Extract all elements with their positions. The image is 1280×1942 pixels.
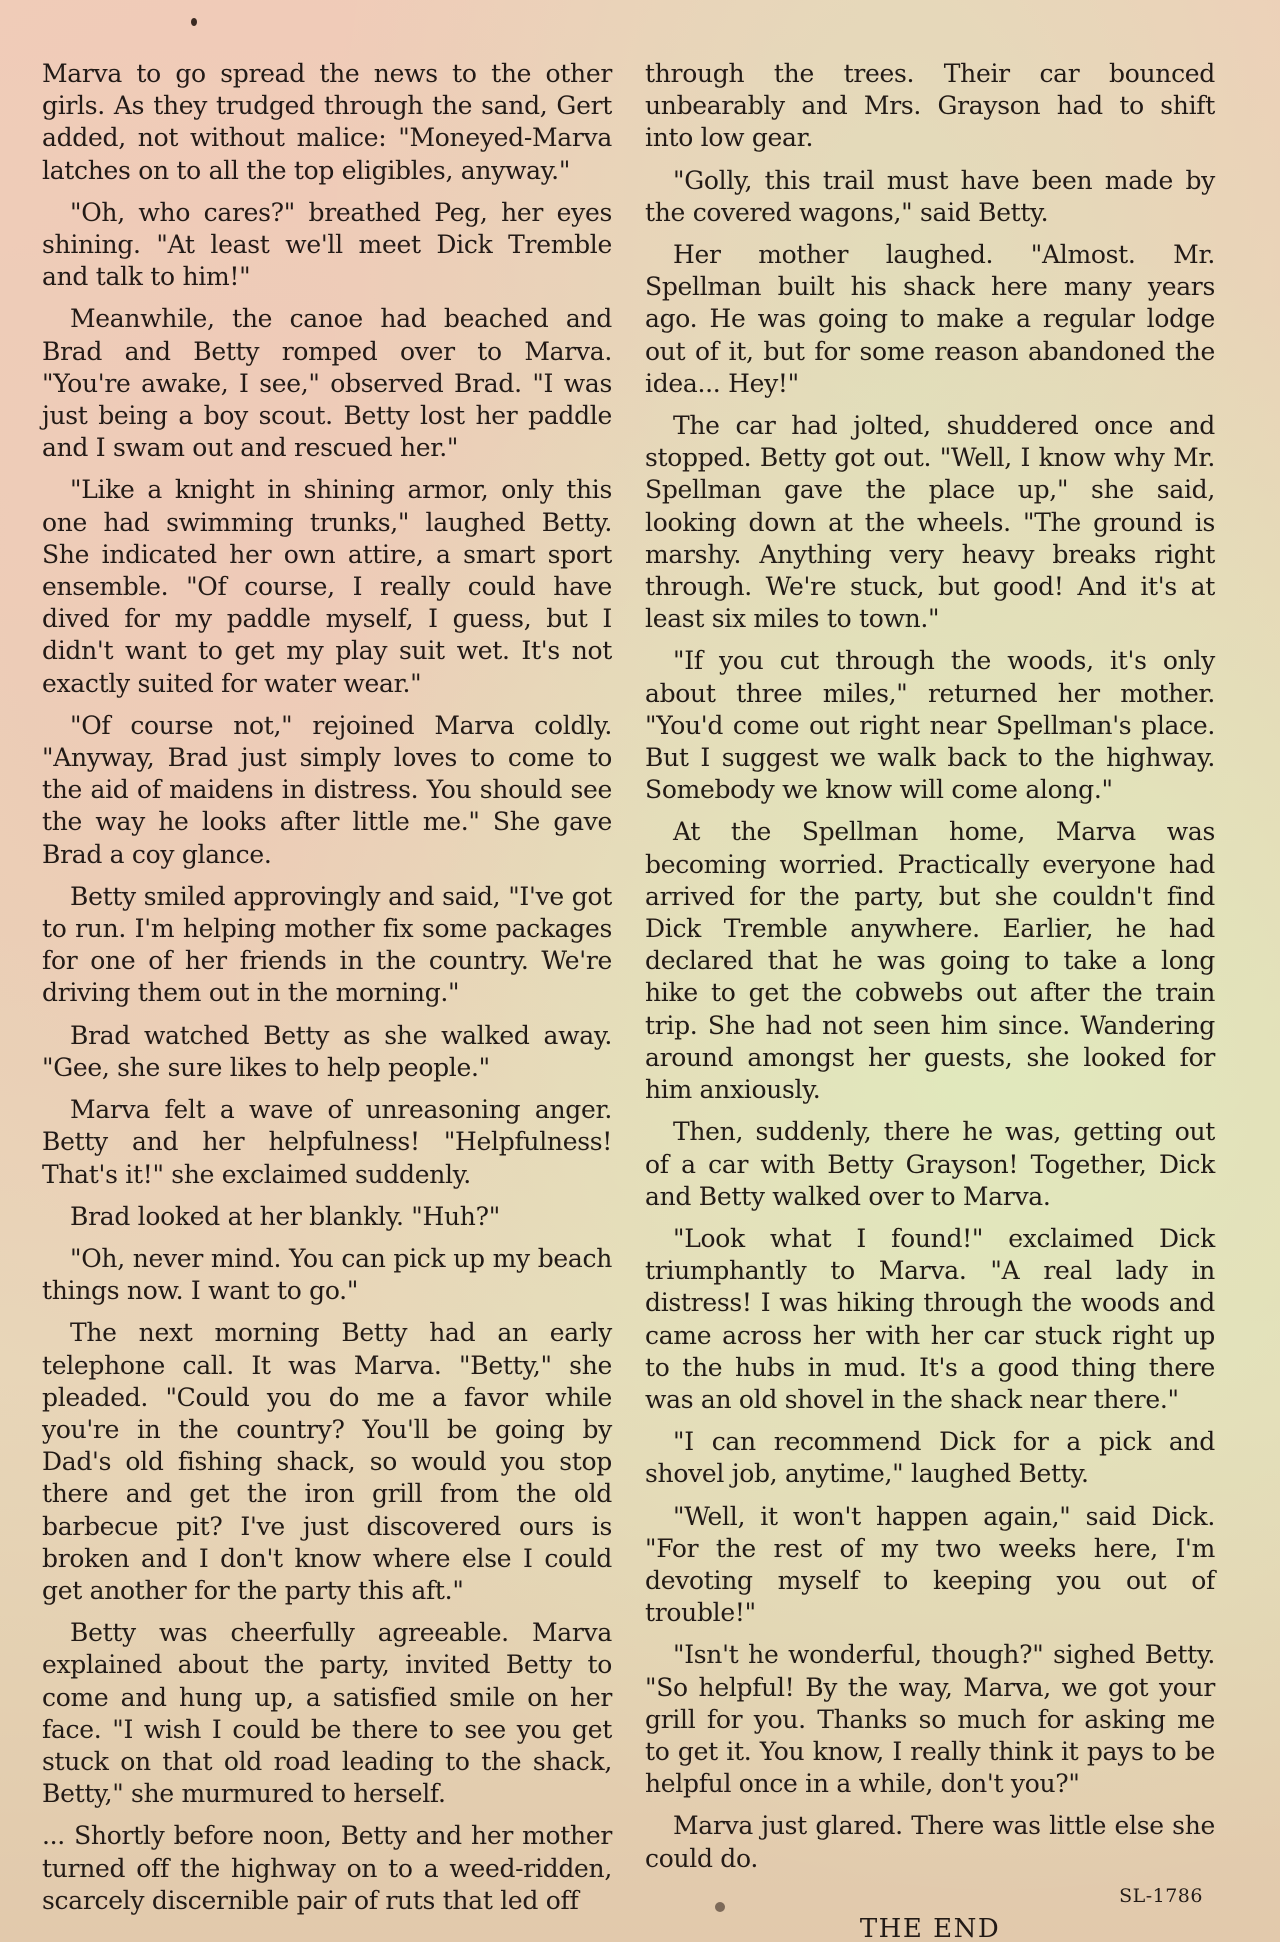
paragraph: "Isn't he wonderful, though?" sighed Betty. "So helpful! By the way, Marva, we got your grill for you. Thanks so much for asking me to get it. You know, I really think it pays to be helpful once in a while, don't you?" — [645, 1640, 1215, 1799]
paragraph: Brad looked at her blankly. "Huh?" — [70, 1201, 500, 1231]
paragraph: "If you cut through the woods, it's only about three miles," returned her mother. "You'd come out right near Spellman's place. But I suggest we walk back to the highway. Somebody we know will come along." — [645, 646, 1215, 805]
paragraph: The car had jolted, shuddered once and stopped. Betty got out. "Well, I know why Mr. Spellman gave the place up," she said, looking down at the wheels. "The ground is marshy. Anything very heavy breaks right through. We're stuck, but good! And it's at least six miles to town." — [645, 411, 1215, 634]
paragraph: Marva felt a wave of unreasoning anger. Betty and her helpfulness! "Helpfulness! That's it!" she exclaimed suddenly. — [42, 1095, 612, 1189]
paragraph: Meanwhile, the canoe had beached and Brad and Betty romped over to Marva. "You're awake, I see," observed Brad. "I was just being a boy scout. Betty lost her paddle and I swam out and rescued her." — [42, 304, 612, 463]
paragraph: Marva to go spread the news to the other girls. As they trudged through the sand, Gert added, not without malice: "Moneyed-Marva latches on to all the top eligibles, anyway." — [42, 59, 612, 185]
paragraph: Brad watched Betty as she walked away. "Gee, she sure likes to help people." — [42, 1020, 612, 1082]
story-code: SL-1786 — [1119, 1884, 1203, 1907]
ink-speck — [191, 18, 197, 26]
paragraph: "Oh, never mind. You can pick up my beach things now. I want to go." — [42, 1243, 612, 1306]
paragraph: Betty smiled approvingly and said, "I've got to run. I'm helping mother fix some packages for one of her friends in the country. We're driving them out in the morning." — [42, 881, 612, 1008]
right-column — [645, 58, 1215, 1942]
paragraph: At the Spellman home, Marva was becoming worried. Practically everyone had arrived for the party, but she couldn't find Dick Tremble anywhere. Earlier, he had declared that he was going to take a long hike to get the cobwebs out after the train trip. She had not seen him since. Wandering around amongst her guests, she looked for him anxiously. — [645, 817, 1215, 1105]
the-end-label: THE END — [859, 1913, 1001, 1942]
paragraph: Betty was cheerfully agreeable. Marva explained about the party, invited Betty to come and hung up, a satisfied smile on her face. "I wish I could be there to see you get stuck on that old road leading to the shack, Betty," she murmured to herself. — [42, 1618, 612, 1809]
paragraph: ... Shortly before noon, Betty and her mother turned off the highway on to a weed-ridden, scarcely discernible pair of ruts that led off — [42, 1821, 612, 1915]
paragraph: "I can recommend Dick for a pick and shovel job, anytime," laughed Betty. — [645, 1427, 1215, 1489]
paragraph: "Oh, who cares?" breathed Peg, her eyes shining. "At least we'll meet Dick Tremble and talk to him!" — [42, 197, 612, 292]
paragraph: "Look what I found!" exclaimed Dick triumphantly to Marva. "A real lady in distress! I was hiking through the woods and came across her with her car stuck right up to the hubs in mud. It's a good thing there was an old shovel in the shack near there." — [645, 1223, 1215, 1414]
paragraph: The next morning Betty had an early telephone call. It was Marva. "Betty," she pleaded. "Could you do me a favor while you're in the country? You'll be going by Dad's old fishing shack, so would you stop there and get the iron grill from the old barbecue pit? I've just discovered ours is broken and I don't know where else I could get another for the party this aft." — [42, 1318, 612, 1605]
paragraph: Her mother laughed. "Almost. Mr. Spellman built his shack here many years ago. He was going to make a regular lodge out of it, but for some reason abandoned the idea... Hey!" — [645, 240, 1215, 398]
paragraph: "Of course not," rejoined Marva coldly. "Anyway, Brad just simply loves to come to the aid of maidens in distress. You should see the way he looks after little me." She gave Brad a coy glance. — [42, 710, 612, 869]
paragraph: "Like a knight in shining armor, only this one had swimming trunks," laughed Betty. She indicated her own attire, a smart sport ensemble. "Of course, I really could have dived for my paddle myself, I guess, but I didn't want to get my play suit wet. It's not exactly suited for water wear." — [42, 475, 612, 698]
paragraph: "Golly, this trail must have been made by the covered wagons," said Betty. — [645, 165, 1215, 227]
paragraph: Marva just glared. There was little else she could do. — [645, 1811, 1215, 1873]
paragraph: "Well, it won't happen again," said Dick. "For the rest of my two weeks here, I'm devoting myself to keeping you out of trouble!" — [645, 1501, 1215, 1628]
paragraph: Then, suddenly, there he was, getting out of a car with Betty Grayson! Together, Dick and Betty walked over to Marva. — [645, 1117, 1215, 1211]
ink-speck — [715, 1902, 725, 1912]
paragraph: through the trees. Their car bounced unbearably and Mrs. Grayson had to shift into low gear. — [645, 59, 1215, 153]
left-column — [42, 58, 612, 1927]
